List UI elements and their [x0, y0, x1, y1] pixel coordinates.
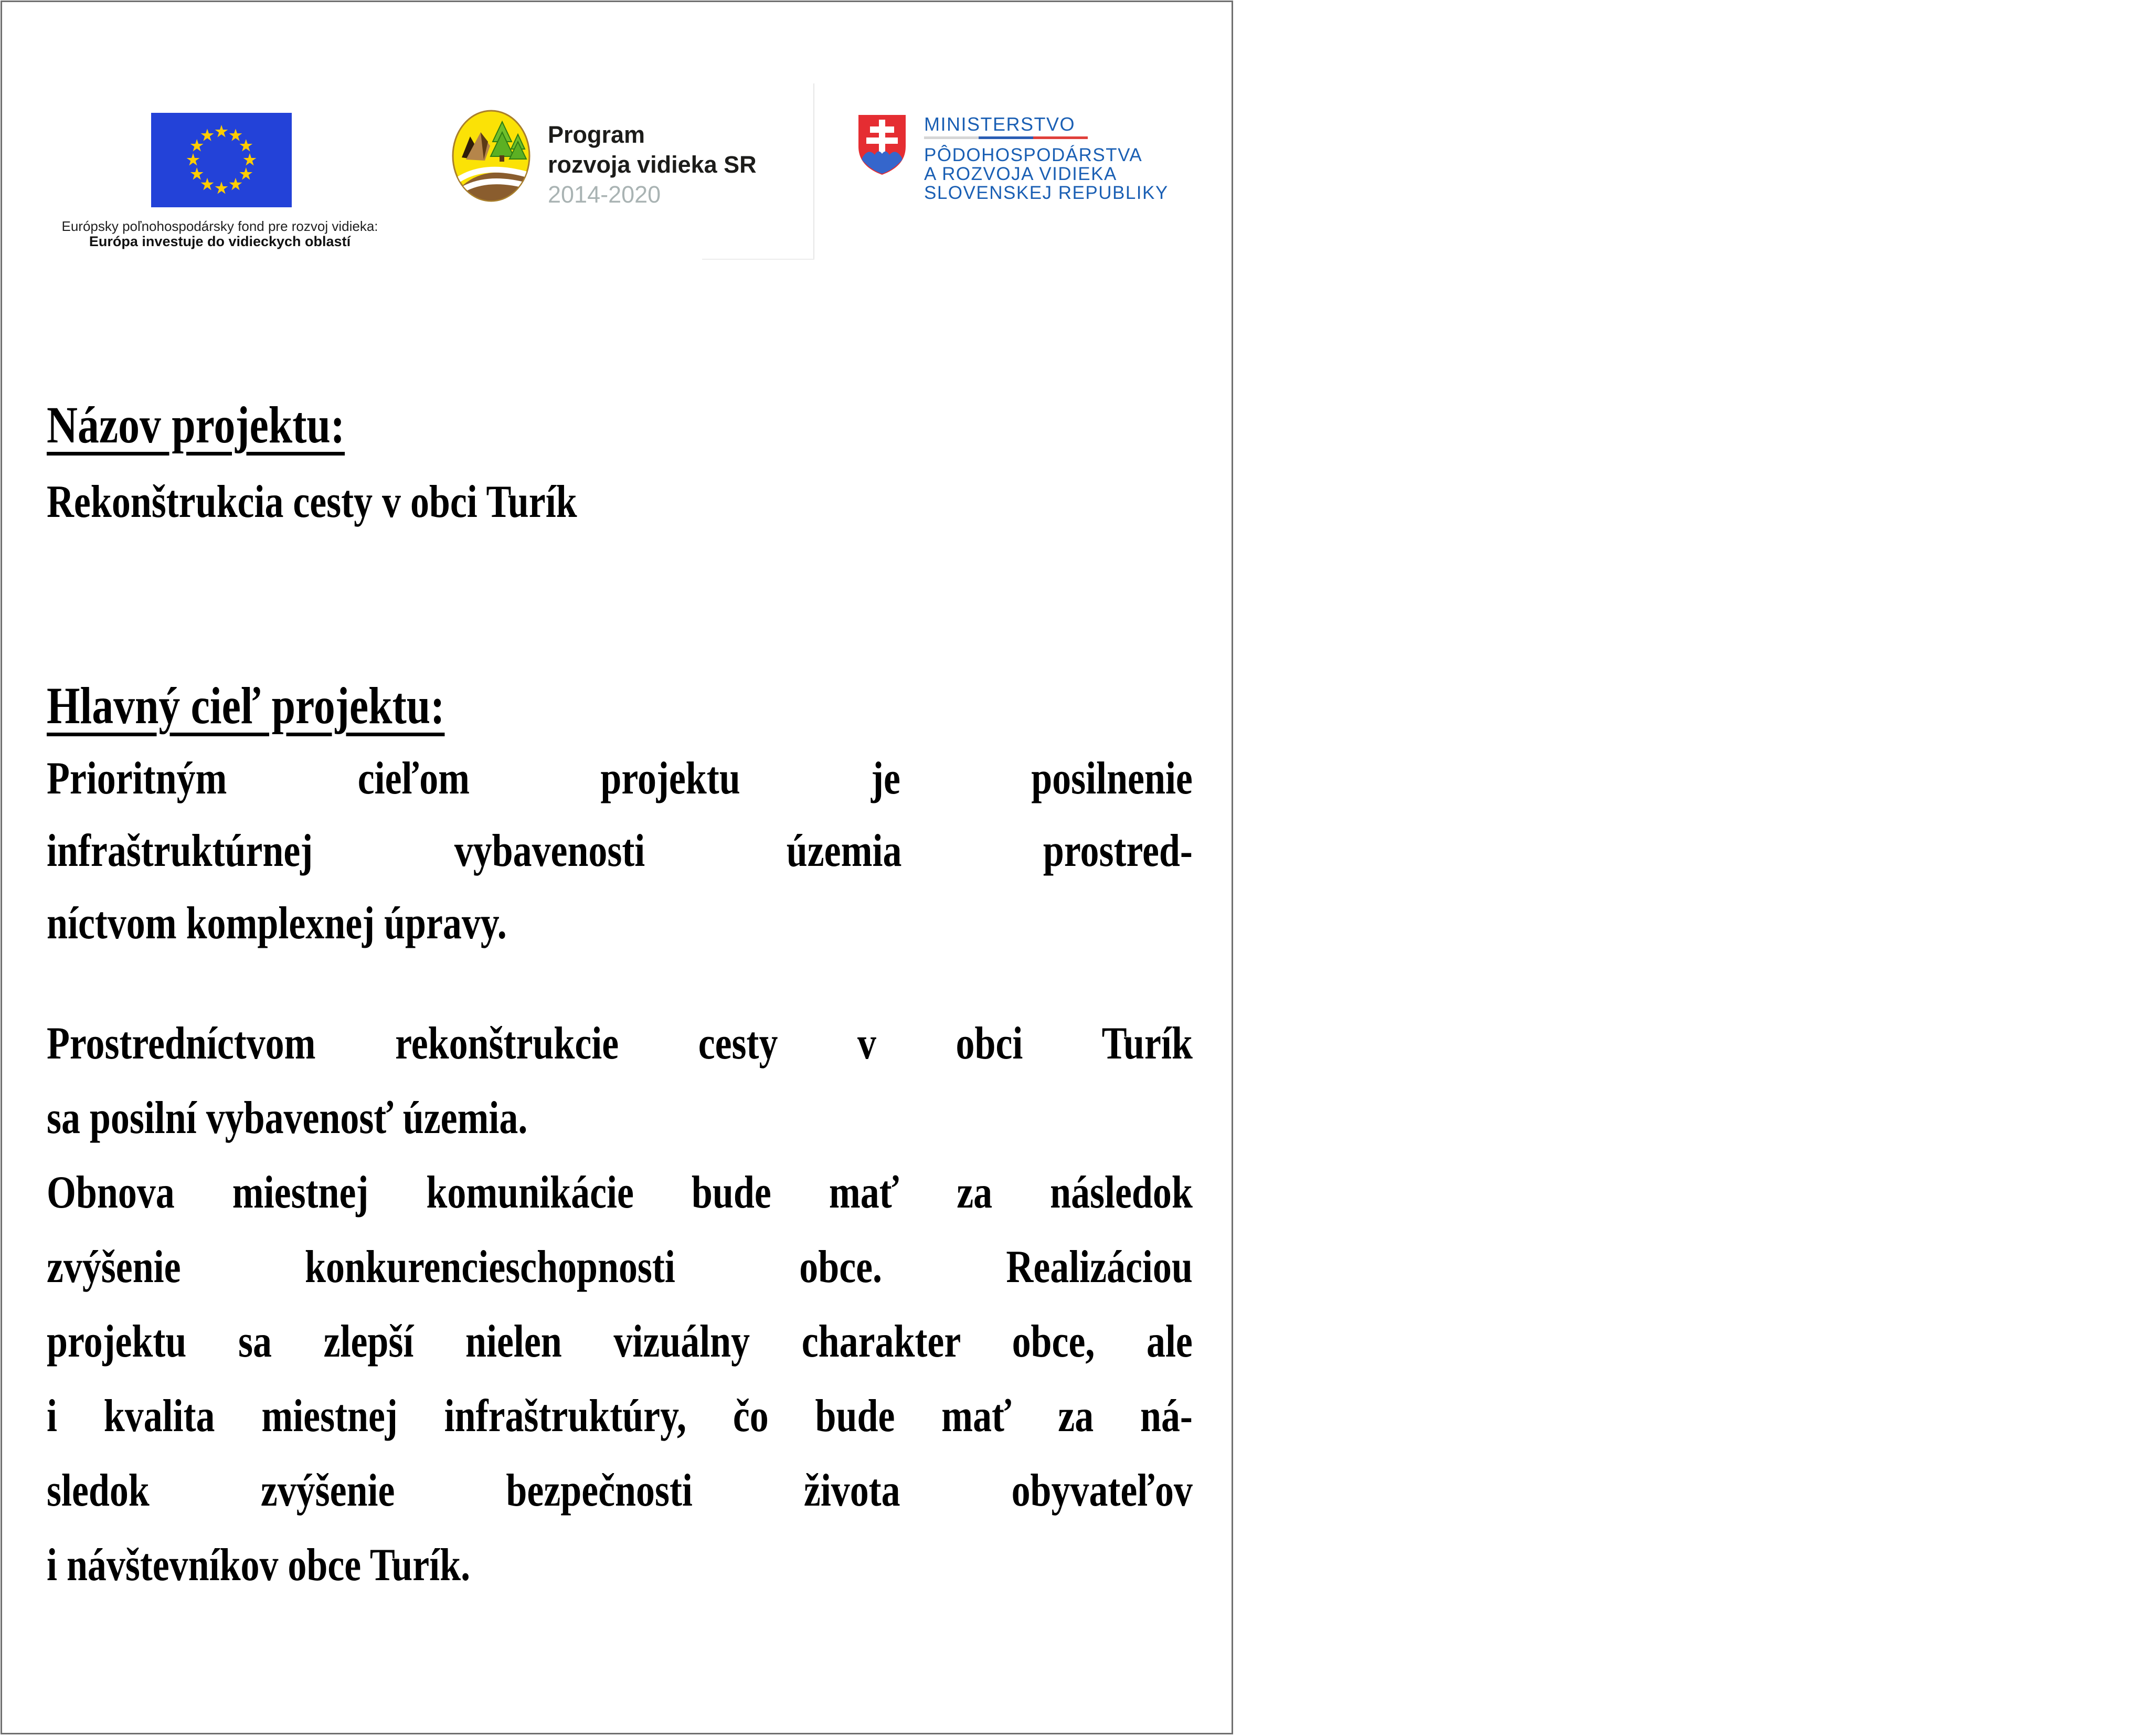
- ministry-line3: A ROZVOJA VIDIEKA: [924, 164, 1117, 184]
- section2-line2: infraštruktúrnej vybavenosti územia prostred-: [47, 825, 1193, 876]
- eu-flag-logo: [151, 113, 292, 207]
- section3-line2: sa posilní vybavenosť územia.: [47, 1093, 528, 1144]
- eu-caption-line2: Európa investuje do vidieckych oblastí: [89, 234, 351, 249]
- prv-logo-text: [548, 120, 757, 209]
- section3-line6: i kvalita miestnej infraštruktúry, čo bude mať za ná-: [47, 1391, 1193, 1442]
- section2-heading: Hlavný cieľ projektu:: [47, 676, 445, 735]
- ministry-line4: SLOVENSKEJ REPUBLIKY: [924, 183, 1169, 203]
- prv-years: 2014-2020: [548, 181, 661, 208]
- section2-line1: Prioritným cieľom projektu je posilnenie: [47, 753, 1193, 804]
- document-page: [1, 1, 1233, 1734]
- prv-image-edge-vertical: [813, 83, 814, 260]
- section3-line1: Prostredníctvom rekonštrukcie cesty v obci Turík: [47, 1018, 1193, 1069]
- tricolor-segment-blue: [979, 136, 1033, 139]
- section1-line1: Rekonštrukcia cesty v obci Turík: [47, 477, 577, 527]
- section1-heading: Názov projektu:: [47, 396, 345, 454]
- prv-image-edge-horizontal: [702, 259, 814, 260]
- tricolor-segment-red: [1033, 136, 1088, 139]
- ministry-tricolor-bar: [924, 136, 1088, 139]
- section3-line5: projektu sa zlepší nielen vizuálny charakter obce, ale: [47, 1316, 1193, 1367]
- program-rozvoja-vidieka-emblem-icon: [451, 109, 531, 203]
- prv-subtitle: rozvoja vidieka SR: [548, 151, 757, 178]
- tricolor-segment-white: [924, 136, 979, 139]
- slovak-coat-of-arms-icon: [856, 113, 908, 177]
- section3-line7: sledok zvýšenie bezpečnosti života obyvateľov: [47, 1465, 1193, 1516]
- section2-line3: níctvom komplexnej úpravy.: [47, 898, 507, 949]
- section3-line3: Obnova miestnej komunikácie bude mať za následok: [47, 1167, 1193, 1218]
- ministry-line1: MINISTERSTVO: [924, 113, 1076, 135]
- ministry-line2: PÔDOHOSPODÁRSTVA: [924, 145, 1143, 165]
- section3-line8: i návštevníkov obce Turík.: [47, 1540, 471, 1591]
- prv-title: Program: [548, 121, 645, 148]
- eu-caption-line1: Európsky poľnohospodársky fond pre rozvoj vidieka:: [61, 218, 378, 234]
- section3-line4: zvýšenie konkurencieschopnosti obce. Realizáciou: [47, 1242, 1193, 1293]
